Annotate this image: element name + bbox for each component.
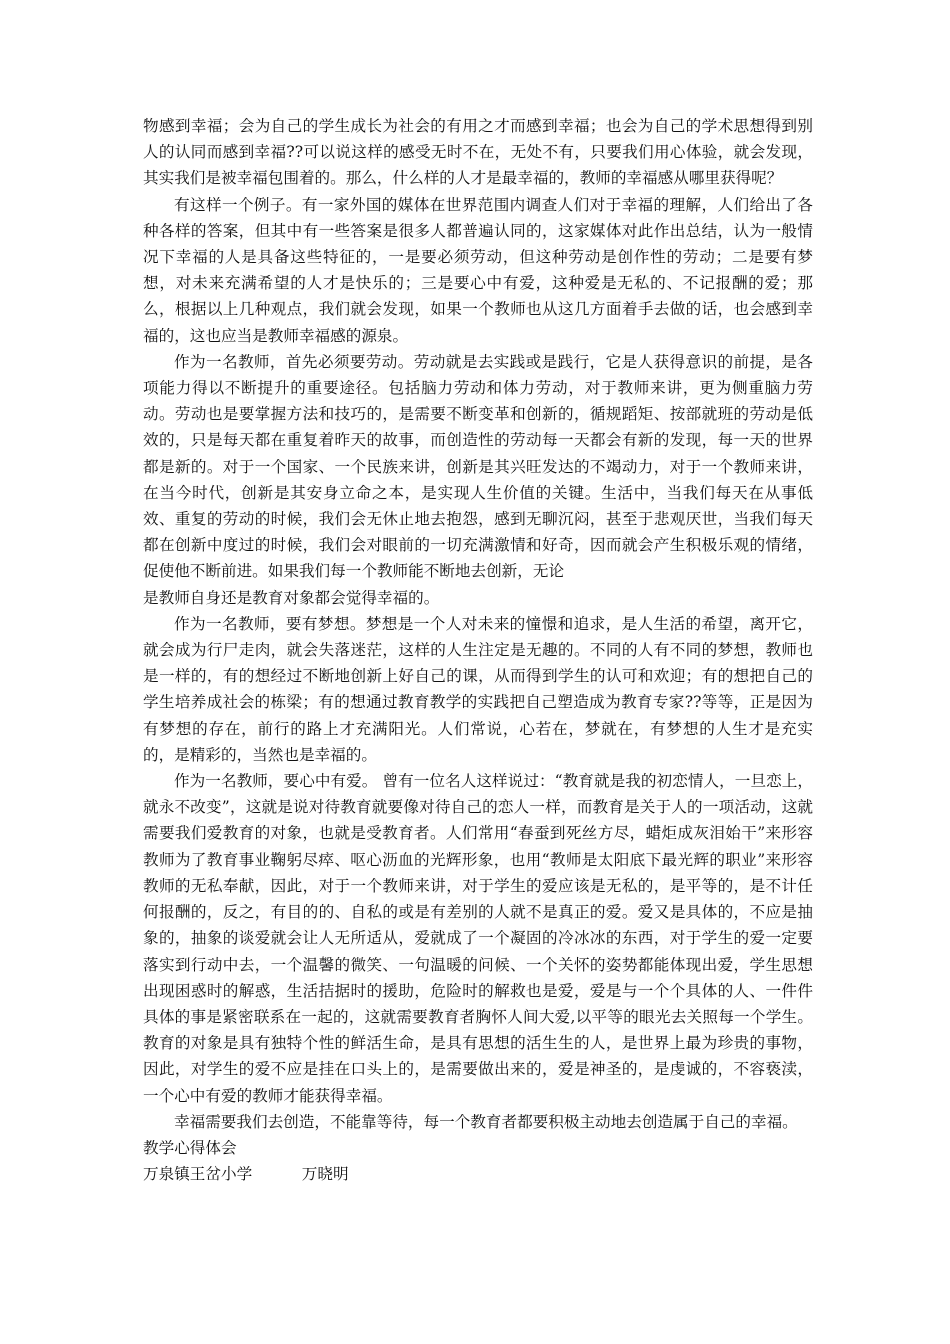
signature-line xyxy=(143,1161,813,1187)
paragraph-5: 作为一名教师，要心中有爱。 曾有一位名人这样说过：“教育就是我的初恋情人，一旦恋上，就永不改变”，这就是说对待教育就要像对待自己的恋人一样，而教育是关于人的一项活动，这就需要我们爱教育的对象，也就是受教育者。人们常用“春蚕到死丝方尽，蜡炬成灰泪始干”来形容教师为了教育事业鞠躬尽瘁、呕心沥血的光辉形象，也用“教师是太阳底下最光辉的职业”来形容教师的无私奉献，因此，对于一个教师来讲，对于学生的爱应该是无私的，是平等的，是不计任何报酬的，反之，有目的的、自私的或是有差别的人就不是真正的爱。爱又是具体的，不应是抽象的，抽象的谈爱就会让人无所适从，爱就成了一个凝固的冷冰冰的东西，对于学生的爱一定要落实到行动中去，一个温馨的微笑、一句温暖的问候、一个关怀的姿势都能体现出爱，学生思想出现困惑时的解惑，生活拮据时的援助，危险时的解救也是爱，爱是与一个个具体的人、一件件具体的事是紧密联系在一起的，这就需要教育者胸怀人间大爱,以平等的眼光去关照每一个学生。教育的对象是具有独特个性的鲜活生命，是具有思想的活生生的人，是世界上最为珍贵的事物，因此，对学生的爱不应是挂在口头上的，是需要做出来的，爱是神圣的，是虔诚的，不容亵渎，一个心中有爱的教师才能获得幸福。 xyxy=(143,772,813,1105)
paragraph-3-continuation: 是教师自身还是教育对象都会觉得幸福的。 xyxy=(143,588,440,607)
paragraph-2: 有这样一个例子。有一家外国的媒体在世界范围内调查人们对于幸福的理解，人们给出了各种各样的答案，但其中有一些答案是很多人都普遍认同的，这家媒体对此作出总结，认为一般情况下幸福的人是具备这些特征的，一是要必须劳动，但这种劳动是创作性的劳动；二是要有梦想，对未来充满希望的人才是快乐的；三是要心中有爱，这种爱是无私的、不记报酬的爱；那么，根据以上几种观点，我们就会发现，如果一个教师也从这几方面着手去做的话，也会感到幸福的，这也应当是教师幸福感的源泉。 xyxy=(143,195,813,345)
paragraph-1: 物感到幸福；会为自己的学生成长为社会的有用之才而感到幸福；也会为自己的学术思想得到别人的认同而感到幸福??可以说这样的感受无时不在，无处不有，只要我们用心体验，就会发现，其实我们是被幸福包围着的。那么，什么样的人才是最幸福的，教师的幸福感从哪里获得呢？ xyxy=(143,117,813,188)
footer-title: 教学心得体会 xyxy=(143,1138,237,1157)
document-body xyxy=(143,113,813,1187)
paragraph-4: 作为一名教师，要有梦想。梦想是一个人对未来的憧憬和追求，是人生活的希望，离开它，就会成为行尸走肉，就会失落迷茫，这样的人生注定是无趣的。不同的人有不同的梦想，教师也是一样的，有的想经过不断地创新上好自己的课，从而得到学生的认可和欢迎；有的想把自己的学生培养成社会的栋梁；有的想通过教育教学的实践把自己塑造成为教育专家??等等，正是因为有梦想的存在，前行的路上才充满阳光。人们常说，心若在，梦就在，有梦想的人生才是充实的，是精彩的，当然也是幸福的。 xyxy=(143,614,813,764)
school-name: 万泉镇王岔小学 xyxy=(143,1165,253,1184)
paragraph-6: 幸福需要我们去创造，不能靠等待，每一个教育者都要积极主动地去创造属于自己的幸福。 xyxy=(174,1112,798,1131)
paragraph-3: 作为一名教师，首先必须要劳动。劳动就是去实践或是践行，它是人获得意识的前提，是各项能力得以不断提升的重要途径。包括脑力劳动和体力劳动，对于教师来讲，更为侧重脑力劳动。劳动也是要掌握方法和技巧的，是需要不断变革和创新的，循规蹈矩、按部就班的劳动是低效的，只是每天都在重复着昨天的故事，而创造性的劳动每一天都会有新的发现，每一天的世界都是新的。对于一个国家、一个民族来讲，创新是其兴旺发达的不竭动力，对于一个教师来讲，在当今时代，创新是其安身立命之本，是实现人生价值的关键。生活中，当我们每天在从事低效、重复的劳动的时候，我们会无休止地去抱怨，感到无聊沉闷，甚至于悲观厌世，当我们每天都在创新中度过的时候，我们会对眼前的一切充满激情和好奇，因而就会产生积极乐观的情绪，促使他不断前进。如果我们每一个教师能不断地去创新，无论 xyxy=(143,352,813,581)
author-name: 万晓明 xyxy=(301,1165,349,1184)
